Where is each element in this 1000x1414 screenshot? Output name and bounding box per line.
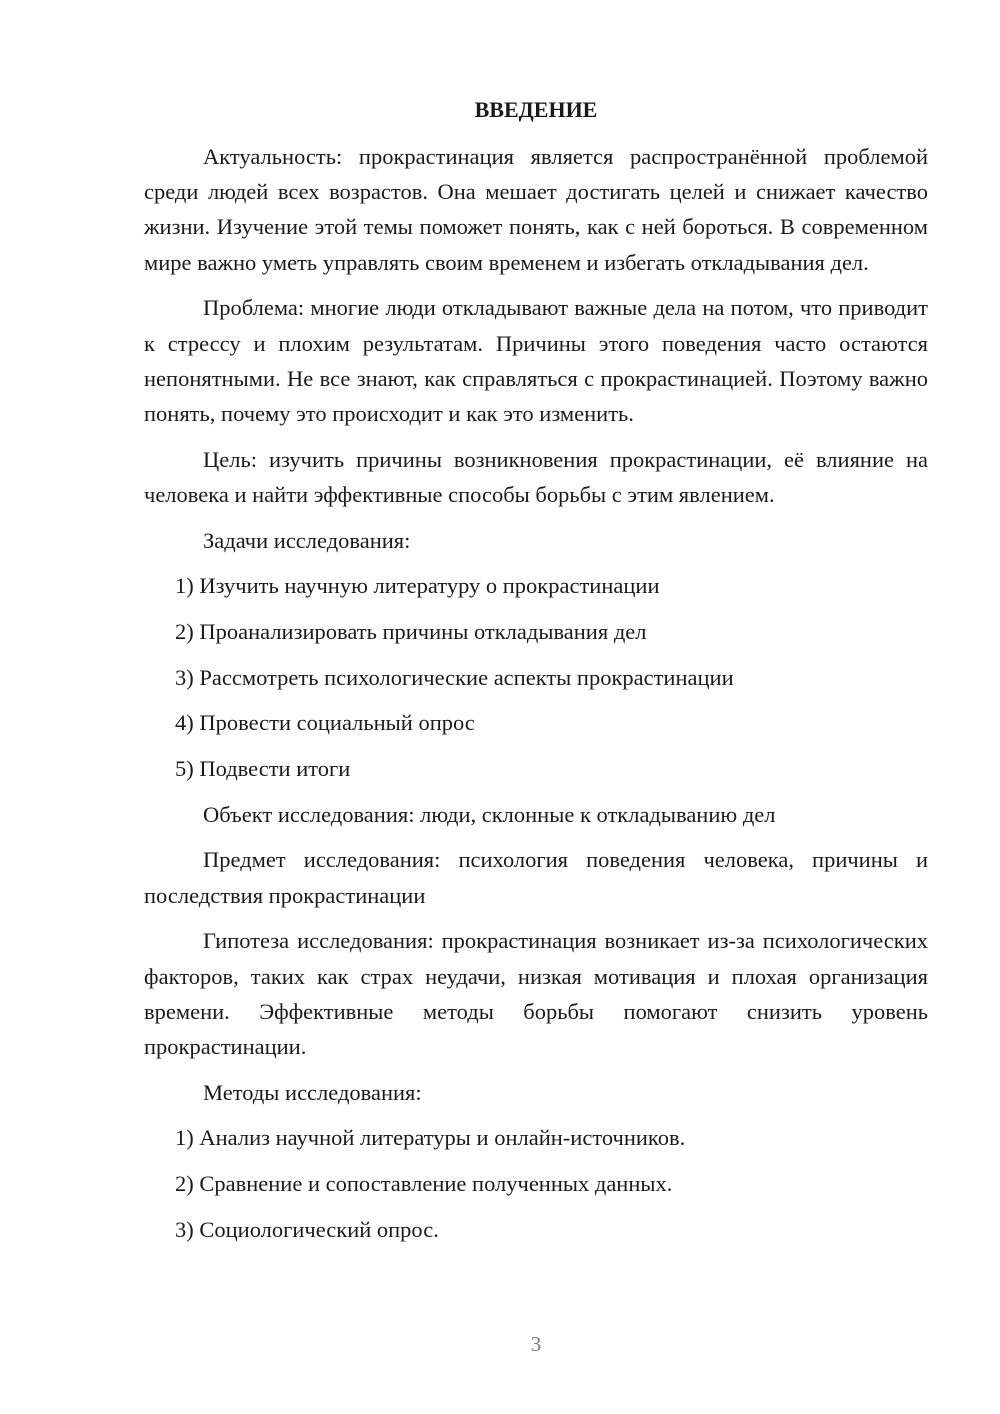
list-item: 3) Рассмотреть психологические аспекты прокрастинации <box>175 664 734 690</box>
page-title: ВВЕДЕНИЕ <box>474 97 598 122</box>
list-item: 4) Провести социальный опрос <box>175 710 475 736</box>
problem-paragraph: Проблема: многие люди откладывают важные дела на потом, что приводит к стрессу и плохим результатам. Причины этого поведения часто остаются непонятными. Не все знают, как справляться с прокрастинацией. Поэтому важно понять, почему это происходит и как это изменить. <box>144 295 928 426</box>
methods-list <box>144 1120 928 1247</box>
hypothesis-paragraph: Гипотеза исследования: прокрастинация возникает из-за психологических факторов, таких как страх неудачи, низкая мотивация и плохая организация времени. Эффективные методы борьбы помогают снизить уровень прокрастинации. <box>144 928 928 1059</box>
tasks-list <box>144 568 928 786</box>
list-item: 3) Социологический опрос. <box>175 1216 439 1242</box>
tasks-heading: Задачи исследования: <box>203 527 411 553</box>
goal-paragraph: Цель: изучить причины возникновения прокрастинации, её влияние на человека и найти эффективные способы борьбы с этим явлением. <box>144 446 928 507</box>
list-item: 2) Сравнение и сопоставление полученных данных. <box>175 1171 673 1197</box>
list-item: 1) Анализ научной литературы и онлайн-источников. <box>175 1125 686 1151</box>
document-page <box>144 92 928 1257</box>
relevance-paragraph: Актуальность: прокрастинация является распространённой проблемой среди людей всех возрастов. Она мешает достигать целей и снижает качество жизни. Изучение этой темы поможет понять, как с ней бороться. В современном мире важно уметь управлять своим временем и избегать откладывания дел. <box>144 144 928 275</box>
list-item: 1) Изучить научную литературу о прокрастинации <box>175 573 660 599</box>
page-number: 3 <box>530 1332 542 1356</box>
object-paragraph: Объект исследования: люди, склонные к откладыванию дел <box>203 801 776 827</box>
subject-paragraph: Предмет исследования: психология поведения человека, причины и последствия прокрастинации <box>144 847 928 908</box>
list-item: 5) Подвести итоги <box>175 756 351 782</box>
list-item: 2) Проанализировать причины откладывания дел <box>175 618 647 644</box>
methods-heading: Методы исследования: <box>203 1079 422 1105</box>
